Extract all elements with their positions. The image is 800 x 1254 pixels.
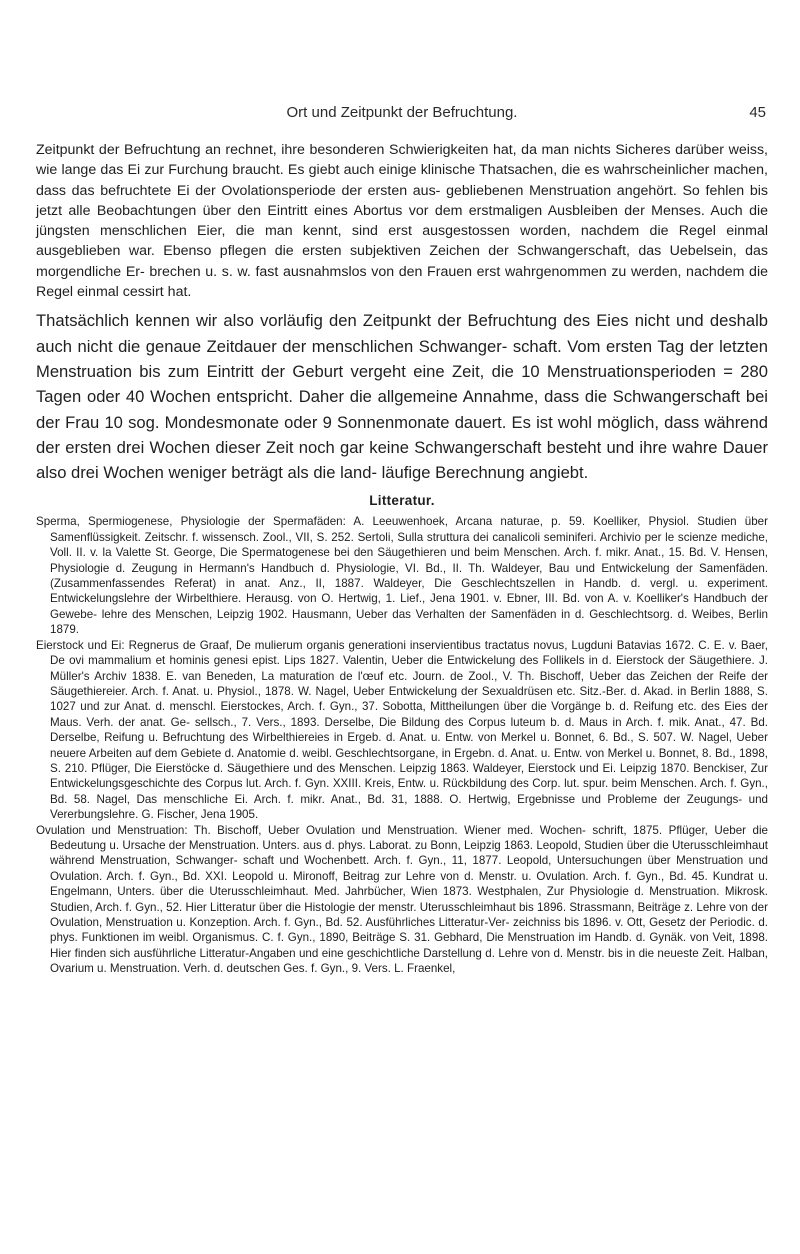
book-page [36, 104, 768, 977]
literature-entry-sperma: Sperma, Spermiogenese, Physiologie der Spermafäden: A. Leeuwenhoek, Arcana naturae, p. 59. Koelliker, Physiol. Studien über Samenflüssigkeit. Zeitschr. f. wissensch. Zool., VII, S. 252. Sertoli, Sulla struttura dei canalicoli seminiferi. Archivio per le scienze mediche, Voll. II. v. la Valette St. George, Die Spermatogenese bei den Säugethieren und beim Menschen. Arch. f. mikr. Anat., 15. Bd. V. Hensen, Physiologie d. Zeugung in Hermann's Handbuch d. Physiologie, VI. Bd., II. Th. Waldeyer, Bau und Entwickelung der Samenfäden. (Zusammenfassendes Referat) in anat. Anz., II, 1887. Waldeyer, Die Geschlechtszellen in Handb. d. vergl. u. experiment. Entwickelungslehre der Wirbelthiere. Herausg. von O. Hertwig, 1. Lief., Jena 1901. v. Ebner, III. Bd. von A. v. Koelliker's Handbuch der Gewebe- lehre des Menschen, Leipzig 1902. Hausmann, Ueber das Verhalten der Samenfäden in d. Geschlechtsorg. d. Weibes, Berlin 1879. [36, 515, 768, 637]
literature-entry-eierstock: Eierstock und Ei: Regnerus de Graaf, De mulierum organis generationi inservientibus tractatus novus, Lugduni Batavias 1672. C. E. v. Baer, De ovi mammalium et hominis genesi epist. Lips 1827. Valentin, Ueber die Entwickelung des Follikels in d. Eierstock der Säugethiere. J. Müller's Archiv 1838. E. van Beneden, La maturation de l'œuf etc. Journ. de Zool., V. Th. Bischoff, Ueber das Zeichen der Reife der Säugethiereier. Arch. f. Anat. u. Physiol., 1878. W. Nagel, Ueber Entwickelung der Sexualdrüsen etc. Sitz.-Ber. d. Akad. in Berlin 1888, S. 1027 und zur Anat. d. menschl. Eierstockes, Arch. f. Gyn., 37. Sobotta, Mittheilungen über die Vorgänge b. d. Reifung etc. des Eies der Maus. Verh. der anat. Ge- sellsch., 7. Vers., 1893. Derselbe, Die Bildung des Corpus luteum b. d. Maus in Arch. f. mik. Anat., 47. Bd. Derselbe, Reifung u. Befruchtung des Wirbelthiereies in Ergeb. d. Anat. u. Entw. von Merkel u. Bonnet, 6. Bd., S. 507. W. Nagel, Ueber neuere Arbeiten auf dem Gebiete d. Anatomie d. weibl. Geschlechtsorgane, in Ergebn. d. Anat. u. Entw. von Merkel u. Bonnet, 8. Bd., 1898, S. 210. Pflüger, Die Eierstöcke d. Säugethiere und des Menschen. Leipzig 1863. Waldeyer, Eierstock und Ei. Leipzig 1870. Benckiser, Zur Entwickelungsgeschichte des Corpus lut. Arch. f. Gyn. XXIII. Kreis, Entw. u. Rückbildung des Corp. lut. spur. beim Menschen. Arch. f. Gyn., Bd. 58. Nagel, Das menschliche Ei. Arch. f. mikr. Anat., Bd. 31, 1888. O. Hertwig, Ergebnisse und Probleme der Zeugungs- und Vererbungslehre. G. Fischer, Jena 1905. [36, 638, 768, 822]
page-number: 45 [749, 104, 766, 121]
body-paragraph-2: Thatsächlich kennen wir also vorläufig den Zeitpunkt der Befruchtung des Eies nicht und deshalb auch nicht die genaue Zeitdauer der menschlichen Schwanger- schaft. Vom ersten Tag der letzten Menstruation bis zum Eintritt der Geburt vergeht eine Zeit, die 10 Menstruationsperioden = 280 Tagen oder 40 Wochen entspricht. Daher die allgemeine Annahme, dass die Schwangerschaft bei der Frau 10 sog. Mondesmonate oder 9 Sonnenmonate dauert. Es ist wohl möglich, dass während der ersten drei Wochen dieser Zeit noch gar keine Schwangerschaft besteht und ihre wahre Dauer also drei Wochen weniger beträgt als die land- läufige Berechnung angiebt. [36, 311, 768, 483]
running-head [36, 104, 768, 126]
literature-entry-ovulation: Ovulation und Menstruation: Th. Bischoff, Ueber Ovulation und Menstruation. Wiener med. Wochen- schrift, 1875. Pflüger, Ueber die Bedeutung u. Ursache der Menstruation. Unters. aus d. phys. Laborat. zu Bonn, Leipzig 1863. Leopold, Studien über die Uterusschleimhaut während Menstruation, Schwanger- schaft und Wochenbett. Arch. f. Gyn., 11, 1877. Leopold, Untersuchungen über Menstruation und Ovulation. Arch. f. Gyn., Bd. XXI. Leopold u. Mironoff, Beitrag zur Lehre von d. Menstr. u. Ovulation. Arch. f. Gyn., Bd. 45. Kundrat u. Engelmann, Unters. über die Uterusschleimhaut. Med. Jahrbücher, Wien 1873. Westphalen, Zur Physiologie d. Menstruation. Mikrosk. Studien, Arch. f. Gyn., 52. Hier Litteratur über die Histologie der menstr. Uterusschleimhaut bis 1896. Strassmann, Beiträge z. Lehre von der Ovulation, Menstruation u. Konzeption. Arch. f. Gyn., Bd. 52. Ausführliches Litteratur-Ver- zeichniss bis 1896. v. Ott, Gesetz der Periodic. d. phys. Funktionen im weibl. Organismus. C. f. Gyn., 1890, Beiträge S. 31. Gebhard, Die Menstruation im Handb. d. Gynäk. von Veit, 1898. Hier finden sich ausführliche Litteratur-Angaben und eine geschichtliche Darstellung d. Lehre von d. Menstr. bis in die neueste Zeit. Halban, Ovarium u. Menstruation. Verh. d. deutschen Ges. f. Gyn., 9. Vers. L. Fraenkel, [36, 823, 768, 976]
literature-heading: Litteratur. [369, 493, 435, 509]
body-paragraph-1: Zeitpunkt der Befruchtung an rechnet, ihre besonderen Schwierigkeiten hat, da man nichts Sicheres darüber weiss, wie lange das Ei zur Furchung braucht. Es giebt auch einige klinische Thatsachen, die es wahrscheinlicher machen, dass das befruchtete Ei der Ovolationsperiode der ersten aus- gebliebenen Menstruation angehört. So fehlen bis jetzt alle Beobachtungen über den Eintritt eines Abortus vor dem erstmaligen Ausbleiben der Menses. Auch die jüngsten menschlichen Eier, die man kennt, sind erst ausgestossen worden, nachdem die Regel einmal ausgeblieben war. Ebenso pflegen die ersten subjektiven Zeichen der Schwangerschaft, das Uebelsein, das morgendliche Er- brechen u. s. w. fast ausnahmslos von den Frauen erst wahrgenommen zu werden, nachdem die Regel einmal cessirt hat. [36, 142, 768, 301]
running-title: Ort und Zeitpunkt der Befruchtung. [286, 104, 518, 121]
